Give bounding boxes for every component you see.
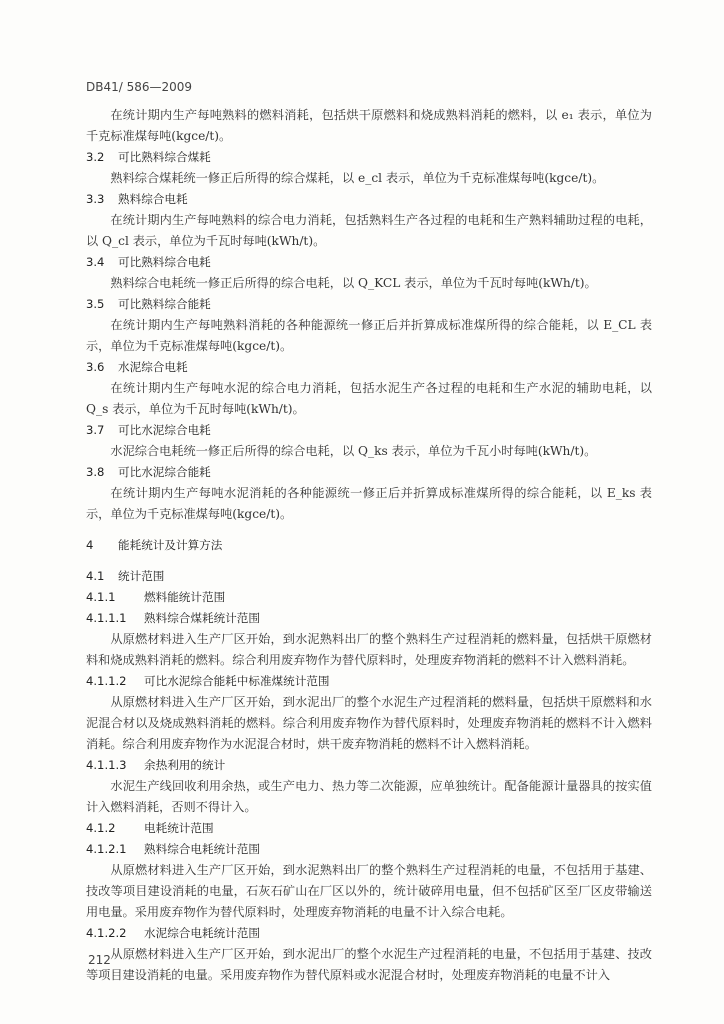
section-heading: [86, 420, 652, 441]
section-number: 4.1.1.1: [86, 611, 127, 625]
section-heading: [86, 923, 652, 944]
document-body: [86, 105, 652, 986]
section-heading: [86, 252, 652, 273]
section-number: 4.1.1.2: [86, 674, 127, 688]
section-title: 统计范围: [118, 569, 165, 583]
section-title: 水泥综合电耗: [118, 360, 188, 374]
section-number: 3.8: [86, 465, 105, 479]
paragraph: 从原燃材料进入生产厂区开始，到水泥出厂的整个水泥生产过程消耗的燃料量，包括烘干原燃料和水泥混合材以及烧成熟料消耗的燃料。综合利用废弃物作为替代原料时，处理废弃物消耗的燃料不计入燃料消耗。综合利用废弃物作为水泥混合材时，烘干废弃物消耗的燃料不计入燃料消耗。: [86, 695, 652, 751]
page-number: 212: [88, 953, 111, 967]
paragraph: 熟料综合煤耗统一修正后所得的综合煤耗，以 e_cl 表示，单位为千克标准煤每吨(kgce/t)。: [110, 171, 605, 185]
paragraph: 在统计期内生产每吨熟料的燃料消耗，包括烘干原燃料和烧成熟料消耗的燃料，以 e₁ 表示，单位为千克标准煤每吨(kgce/t)。: [86, 108, 652, 143]
section-number: 4.1.2.2: [86, 926, 127, 940]
section-title: 可比熟料综合煤耗: [118, 150, 211, 164]
section-title: 水泥综合电耗统计范围: [144, 926, 260, 940]
section-heading: [86, 462, 652, 483]
spacer: [86, 556, 652, 566]
spacer: [86, 525, 652, 535]
paragraph: 熟料综合电耗统一修正后所得的综合电耗，以 Q_KCL 表示，单位为千瓦时每吨(kWh/t)。: [110, 276, 597, 290]
section-number: 3.7: [86, 423, 105, 437]
section-number: 4: [86, 538, 94, 552]
paragraph: 从原燃材料进入生产厂区开始，到水泥熟料出厂的整个熟料生产过程消耗的燃料量，包括烘干原燃材料和烧成熟料消耗的燃料。综合利用废弃物作为替代原料时，处理废弃物消耗的燃料不计入燃料消耗。: [86, 632, 652, 667]
paragraph: 从原燃材料进入生产厂区开始，到水泥熟料出厂的整个熟料生产过程消耗的电量，不包括用于基建、技改等项目建设消耗的电量，石灰石矿山在厂区以外的，统计破碎用电量，但不包括矿区至厂区皮带输送用电量。采用废弃物作为替代原料时，处理废弃物消耗的电量不计入综合电耗。: [86, 863, 652, 919]
section-title: 能耗统计及计算方法: [118, 538, 223, 552]
standard-code: DB41/ 586—2009: [86, 80, 193, 94]
section-title: 可比水泥综合电耗: [118, 423, 211, 437]
section-number: 4.1.1: [86, 590, 116, 604]
section-heading: [86, 755, 652, 776]
section-title: 余热利用的统计: [144, 758, 226, 772]
section-heading: [86, 587, 652, 608]
paragraph: 从原燃材料进入生产厂区开始，到水泥出厂的整个水泥生产过程消耗的电量，不包括用于基建、技改等项目建设消耗的电量。采用废弃物作为替代原料或水泥混合材时，处理废弃物消耗的电量不计入: [86, 947, 652, 982]
section-heading: [86, 671, 652, 692]
section-heading: [86, 189, 652, 210]
section-number: 3.4: [86, 255, 105, 269]
section-title: 燃料能统计范围: [144, 590, 226, 604]
section-number: 3.2: [86, 150, 105, 164]
section-title: 熟料综合电耗: [118, 192, 188, 206]
paragraph: 在统计期内生产每吨水泥消耗的各种能源统一修正后并折算成标准煤所得的综合能耗，以 E_ks 表示，单位为千克标准煤每吨(kgce/t)。: [86, 486, 652, 521]
section-title: 熟料综合煤耗统计范围: [144, 611, 260, 625]
section-heading: [86, 147, 652, 168]
paragraph: 在统计期内生产每吨熟料消耗的各种能源统一修正后并折算成标准煤所得的综合能耗，以 E_CL 表示，单位为千克标准煤每吨(kgce/t)。: [86, 318, 652, 353]
paragraph: 在统计期内生产每吨水泥的综合电力消耗，包括水泥生产各过程的电耗和生产水泥的辅助电耗，以 Q_s 表示，单位为千瓦时每吨(kWh/t)。: [86, 381, 652, 416]
section-number: 3.3: [86, 192, 105, 206]
section-heading: [86, 839, 652, 860]
section-number: 3.5: [86, 297, 105, 311]
section-number: 4.1.2.1: [86, 842, 127, 856]
section-number: 3.6: [86, 360, 105, 374]
section-number: 4.1.2: [86, 821, 116, 835]
section-title: 电耗统计范围: [144, 821, 214, 835]
section-heading: [86, 357, 652, 378]
paragraph: 水泥生产线回收利用余热，或生产电力、热力等二次能源，应单独统计。配备能源计量器具的按实值计入燃料消耗，否则不得计入。: [86, 779, 652, 814]
section-heading: [86, 818, 652, 839]
section-title: 可比水泥综合能耗: [118, 465, 211, 479]
section-title: 熟料综合电耗统计范围: [144, 842, 260, 856]
paragraph: 水泥综合电耗统一修正后所得的综合电耗，以 Q_ks 表示，单位为千瓦小时每吨(kWh/t)。: [110, 444, 597, 458]
paragraph: 在统计期内生产每吨熟料的综合电力消耗，包括熟料生产各过程的电耗和生产熟料辅助过程的电耗，以 Q_cl 表示，单位为千瓦时每吨(kWh/t)。: [86, 213, 652, 248]
section-title: 可比水泥综合能耗中标准煤统计范围: [144, 674, 330, 688]
section-number: 4.1: [86, 569, 105, 583]
section-title: 可比熟料综合电耗: [118, 255, 211, 269]
section-heading: [86, 566, 652, 587]
section-title: 可比熟料综合能耗: [118, 297, 211, 311]
section-heading: [86, 294, 652, 315]
section-heading: [86, 608, 652, 629]
section-heading: [86, 535, 652, 556]
section-number: 4.1.1.3: [86, 758, 127, 772]
